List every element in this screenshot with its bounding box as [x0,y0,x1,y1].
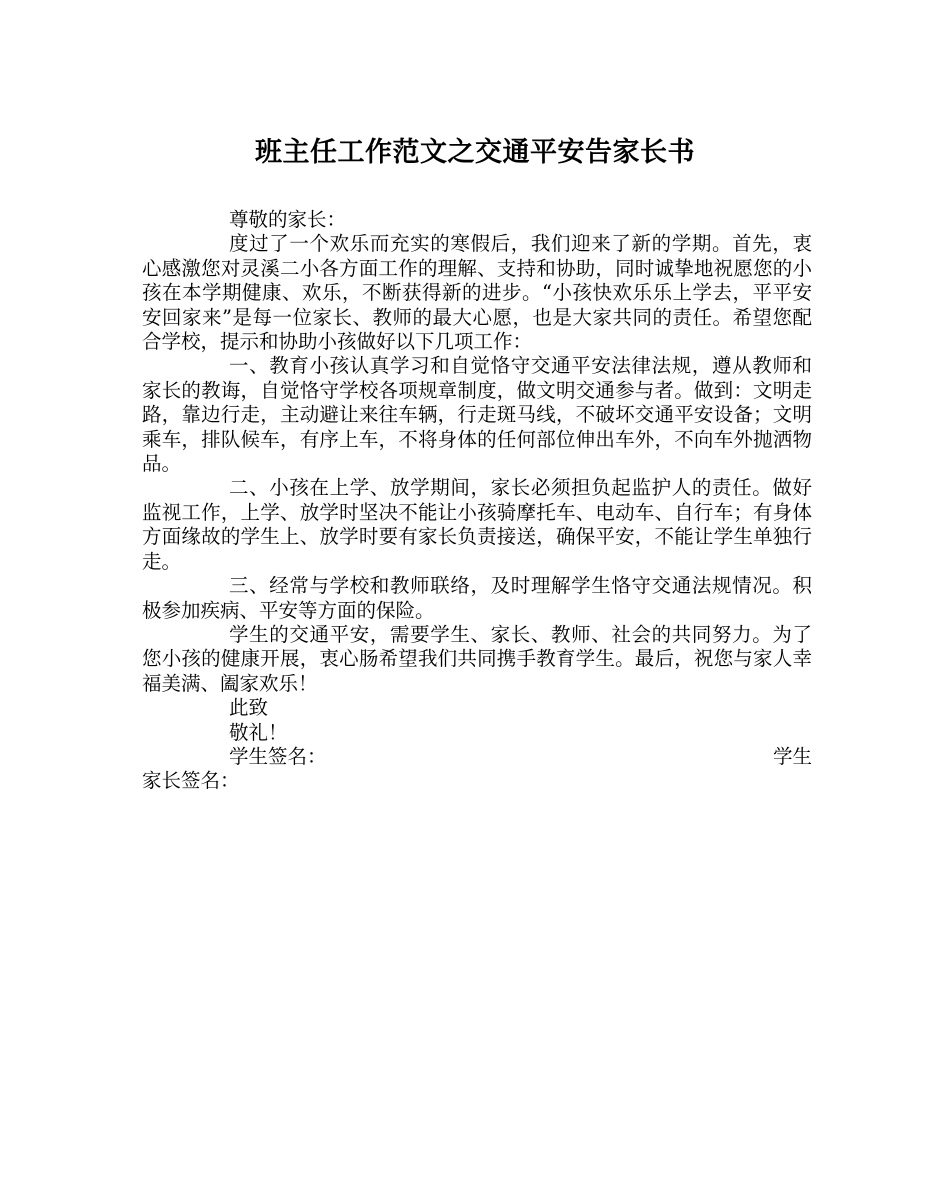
salutation: 尊敬的家长： [229,208,347,231]
closing-jing-li: 敬礼！ [229,720,288,744]
paragraph-item-3: 三、经常与学校和教师联络，及时理解学生恪守交通法规情况。积极参加疾病、平安等方面的保险。 [142,574,812,622]
parent-signature-label: 家长签名： [142,769,240,793]
document-title: 班主任工作范文之交通平安告家长书 [255,137,695,168]
paragraph-conclusion: 学生的交通平安，需要学生、家长、教师、社会的共同努力。为了您小孩的健康开展，衷心肠希望我们共同携手教育学生。最后，祝您与家人幸福美满、阖家欢乐！ [142,622,812,695]
student-label-right: 学生 [772,744,812,768]
paragraph-item-2: 二、小孩在上学、放学期间，家长必须担负起监护人的责任。做好监视工作，上学、放学时坚决不能让小孩骑摩托车、电动车、自行车；有身体方面缘故的学生上、放学时要有家长负责接送，确保平安，不能让学生单独行走。 [142,476,812,573]
student-signature-label: 学生签名： [229,744,327,768]
paragraph-item-1: 一、教育小孩认真学习和自觉恪守交通平安法律法规，遵从教师和家长的教诲，自觉恪守学校各项规章制度，做文明交通参与者。做到：文明走路，靠边行走，主动避让来往车辆，行走斑马线，不破坏交通平安设备；文明乘车，排队候车，有序上车，不将身体的任何部位伸出车外，不向车外抛洒物品。 [142,354,812,476]
signature-line [142,745,812,769]
letter-body [142,208,812,794]
paragraph-intro: 度过了一个欢乐而充实的寒假后，我们迎来了新的学期。首先，衷心感激您对灵溪二小各方面工作的理解、支持和协助，同时诚挚地祝愿您的小孩在本学期健康、欢乐，不断获得新的进步。“小孩快欢乐乐上学去，平平安安回家来”是每一位家长、教师的最大心愿，也是大家共同的责任。希望您配合学校，提示和协助小孩做好以下几项工作： [142,232,812,354]
closing-ci-zhi: 此致 [229,696,269,720]
